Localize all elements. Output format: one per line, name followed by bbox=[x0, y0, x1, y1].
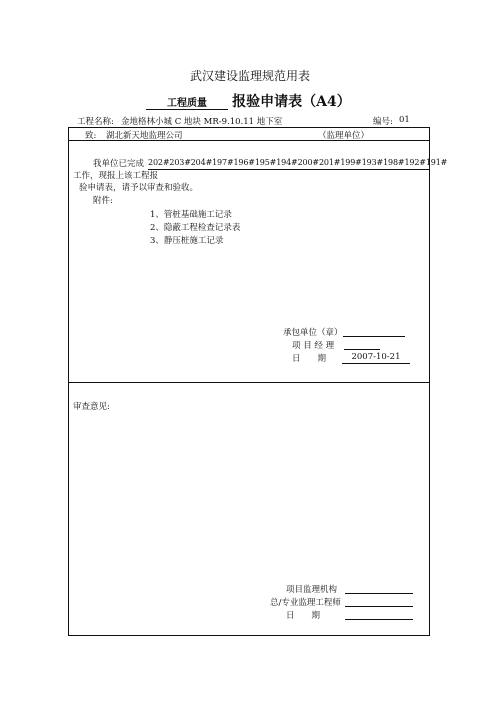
contractor-unit-label: 承包单位（章） bbox=[283, 328, 343, 338]
to-name: 湖北新天地监理公司 bbox=[106, 131, 183, 141]
contractor-unit-line bbox=[343, 336, 405, 337]
completion-items bbox=[148, 157, 448, 170]
form-box bbox=[68, 127, 430, 636]
contractor-date-value bbox=[342, 352, 410, 364]
supervising-engineer-label: 总/专业监理工程师 bbox=[270, 598, 341, 608]
org-title: 武汉建设监理规范用表 bbox=[189, 69, 310, 83]
body-line2: 工作，现报上该工程报 bbox=[73, 171, 159, 181]
body-line3: 验申请表，请予以审查和验收。 bbox=[79, 183, 199, 193]
project-label: 工程名称: bbox=[77, 117, 114, 127]
review-date-label: 日 期 bbox=[286, 611, 321, 621]
project-manager-label: 项 目 经 理 bbox=[292, 341, 335, 351]
completion-items-text: 202#203#204#197#196#195#194#200#201#199#193#198#192#191# bbox=[148, 158, 448, 167]
number-value: 01 bbox=[399, 115, 410, 125]
form-category: 工程质量 bbox=[146, 94, 228, 110]
section-divider bbox=[69, 382, 429, 383]
project-manager-line bbox=[344, 349, 380, 350]
to-label: 致: bbox=[85, 131, 97, 141]
completion-prefix: 我单位已完成 bbox=[93, 159, 145, 169]
supervision-org-line bbox=[345, 593, 413, 594]
supervising-engineer-line bbox=[345, 606, 413, 607]
contractor-date-text: 2007-10-21 bbox=[351, 352, 401, 362]
review-opinion-label: 审查意见: bbox=[73, 402, 110, 412]
contractor-date-label: 日 期 bbox=[292, 354, 327, 364]
supervision-org-label: 项目监理机构 bbox=[286, 585, 338, 595]
attachment-item: 3、静压桩施工记录 bbox=[150, 236, 224, 246]
attachments-label: 附件: bbox=[93, 196, 113, 206]
review-date-line bbox=[345, 619, 413, 620]
form-title: 报验申请表（A4） bbox=[232, 94, 351, 110]
project-name: 金地格林小城 C 地块 MR-9.10.11 地下室 bbox=[121, 117, 283, 127]
attachment-item: 1、管桩基础施工记录 bbox=[150, 210, 232, 220]
number-label: 编号: bbox=[373, 117, 393, 127]
attachment-item: 2、隐蔽工程检查记录表 bbox=[150, 223, 241, 233]
to-suffix: （监理单位） bbox=[318, 131, 370, 141]
form-heading bbox=[146, 91, 351, 111]
